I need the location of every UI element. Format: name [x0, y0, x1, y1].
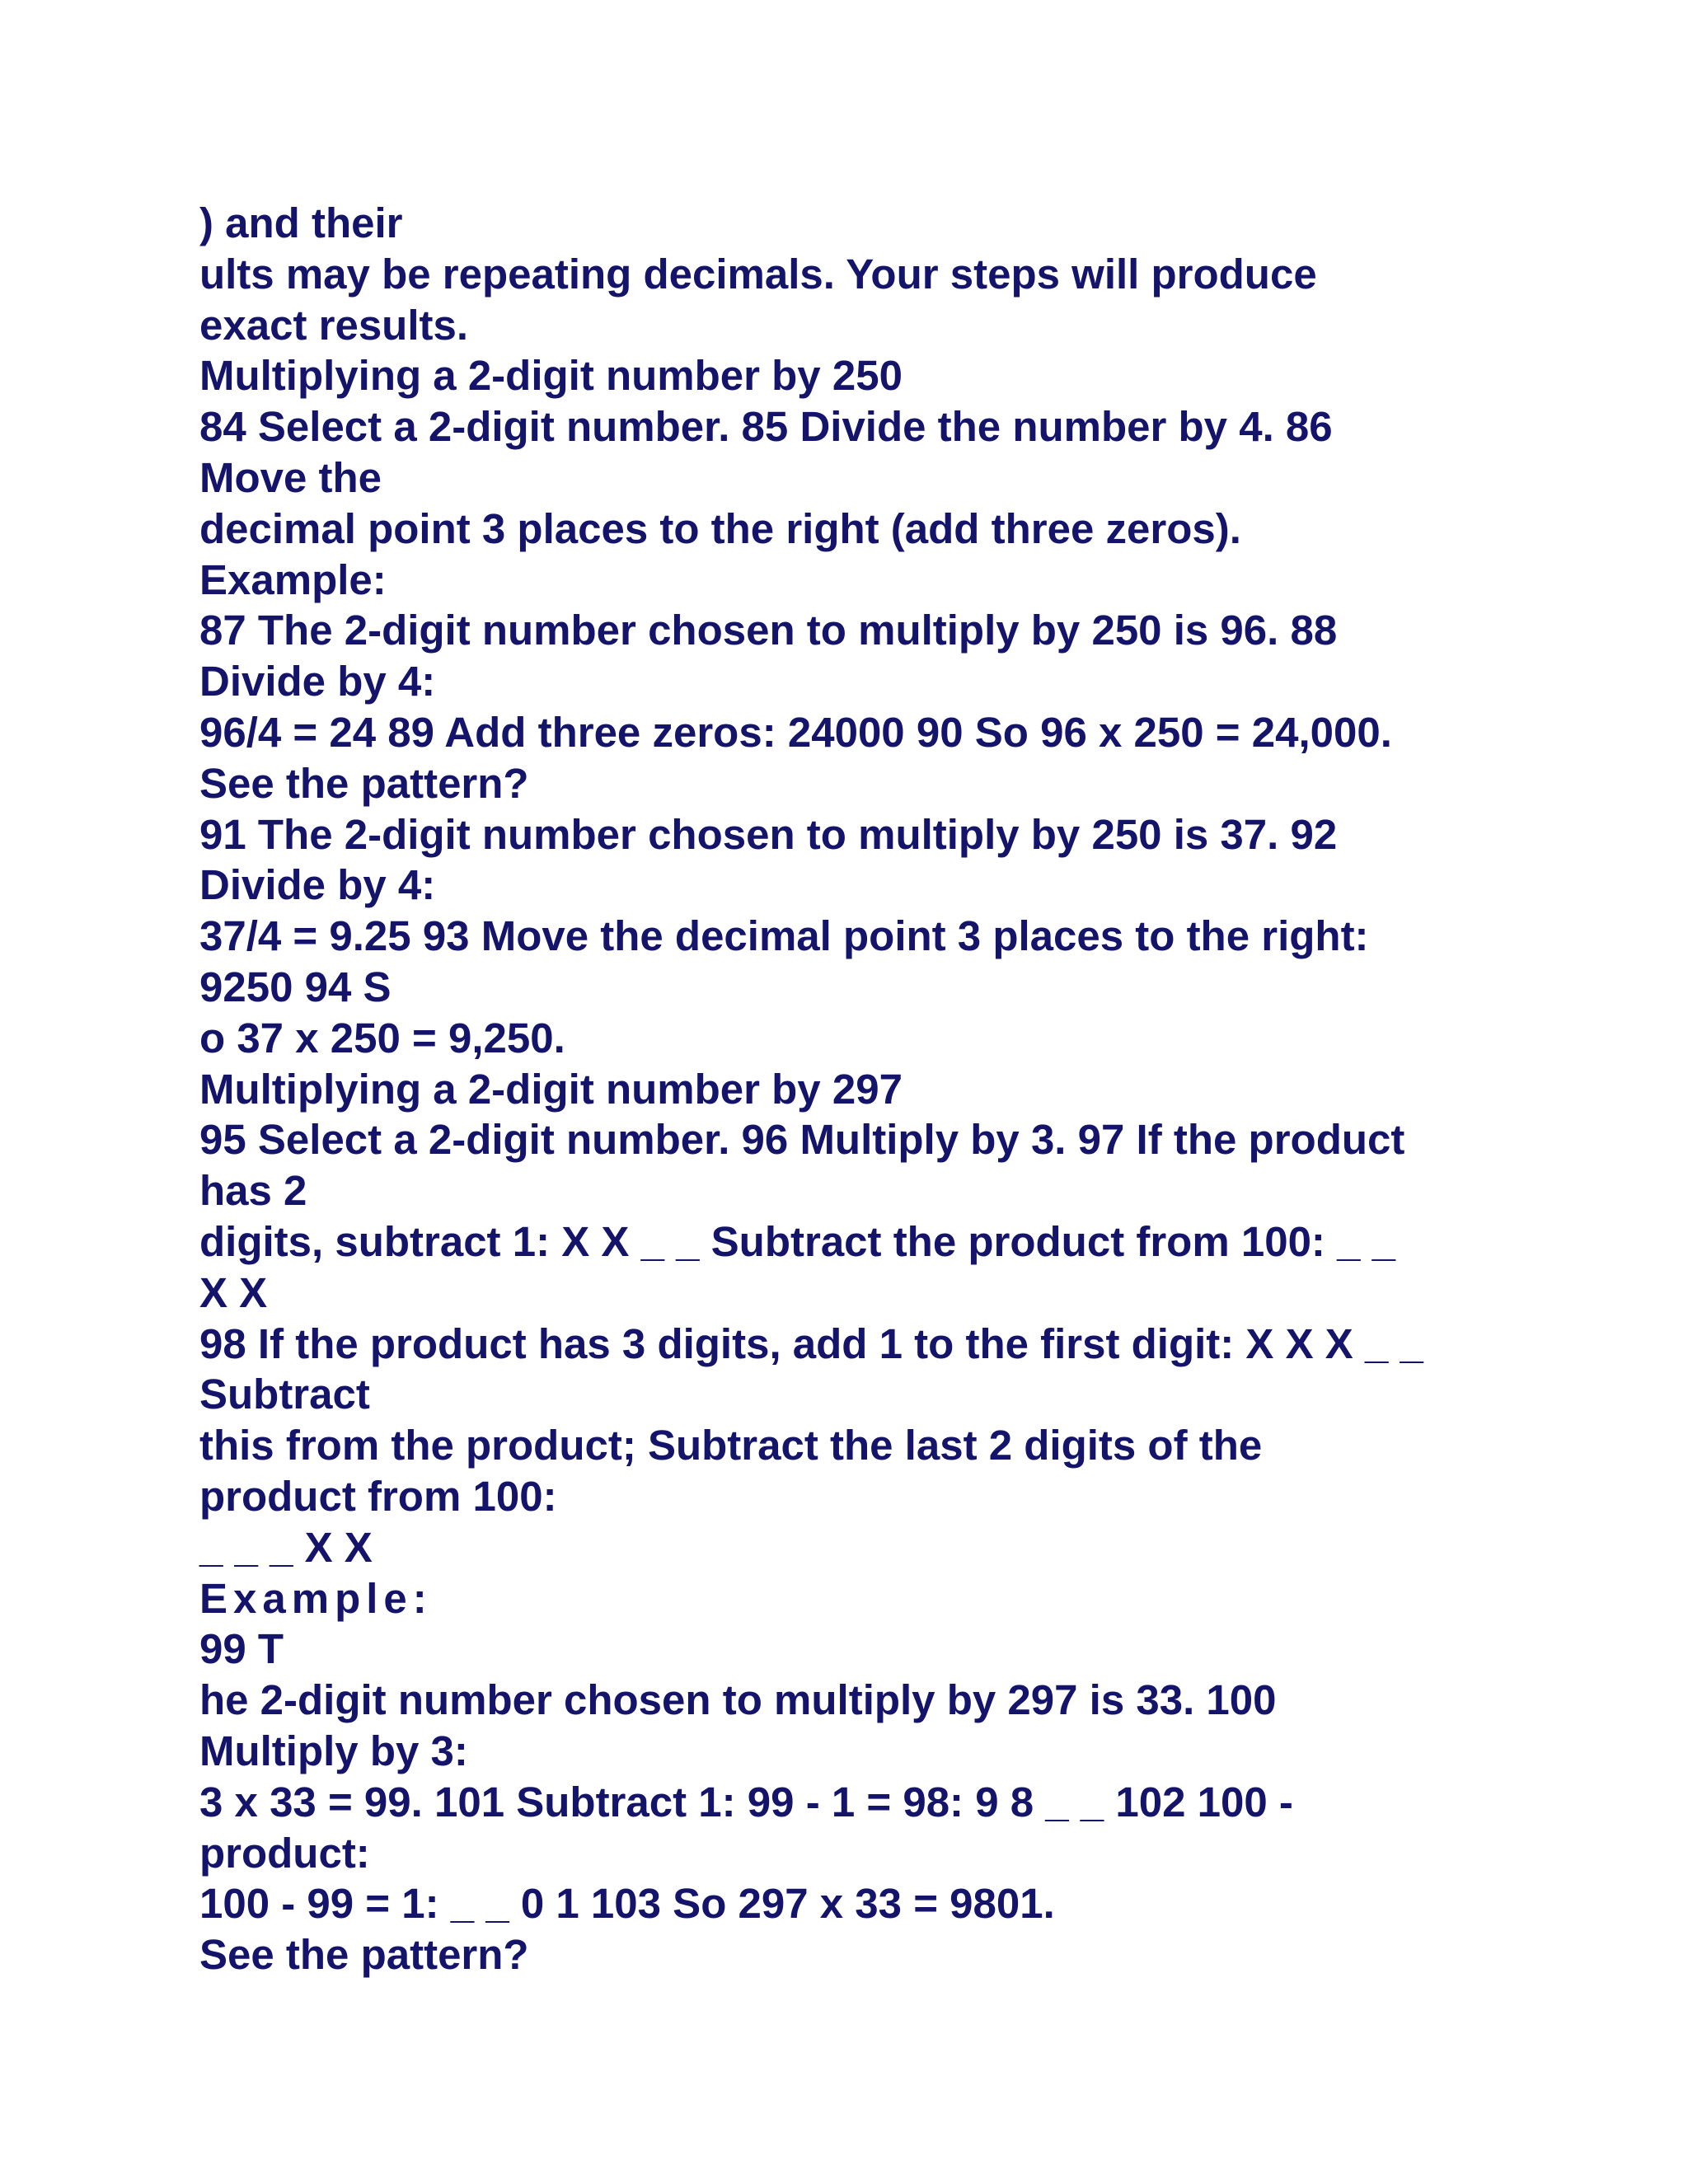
text-line: Move the: [199, 453, 382, 501]
text-line: 3 x 33 = 99. 101 Subtract 1: 99 - 1 = 98: 9 8 _ _ 102 100 -: [199, 1778, 1293, 1825]
text-line: Divide by 4:: [199, 861, 436, 909]
text-line: 37/4 = 9.25 93 Move the decimal point 3 places to the right:: [199, 912, 1369, 960]
text-line: decimal point 3 places to the right (add three zeros).: [199, 504, 1241, 552]
text-line: 95 Select a 2-digit number. 96 Multiply by 3. 97 If the product: [199, 1116, 1405, 1164]
document-text: [199, 198, 1601, 1980]
text-line: Divide by 4:: [199, 658, 436, 705]
section-heading: Multiplying a 2-digit number by 297: [199, 1065, 903, 1113]
text-line: 9250 94 S: [199, 963, 392, 1010]
text-line: _ _ _ X X: [199, 1523, 373, 1571]
text-line: exact results.: [199, 301, 469, 349]
text-line: See the pattern?: [199, 759, 529, 807]
text-line: product from 100:: [199, 1472, 557, 1520]
text-line: 99 T: [199, 1625, 284, 1673]
text-line: digits, subtract 1: X X _ _ Subtract the product from 100: _ _: [199, 1217, 1395, 1265]
text-line: 91 The 2-digit number chosen to multiply by 250 is 37. 92: [199, 810, 1338, 858]
text-line: 87 The 2-digit number chosen to multiply by 250 is 96. 88: [199, 607, 1338, 654]
text-line: 100 - 99 = 1: _ _ 0 1 103 So 297 x 33 = 9801.: [199, 1880, 1055, 1928]
text-line: he 2-digit number chosen to multiply by 297 is 33. 100: [199, 1676, 1277, 1724]
section-heading: Multiplying a 2-digit number by 250: [199, 352, 903, 400]
text-line: See the pattern?: [199, 1931, 529, 1979]
text-line: product:: [199, 1829, 370, 1877]
text-line: Example:: [199, 555, 387, 603]
text-line: Multiply by 3:: [199, 1727, 468, 1774]
text-line: 96/4 = 24 89 Add three zeros: 24000 90 So 96 x 250 = 24,000.: [199, 708, 1392, 756]
text-line: has 2: [199, 1167, 307, 1215]
text-line: ults may be repeating decimals. Your steps will produce: [199, 250, 1317, 298]
text-line: Subtract: [199, 1371, 370, 1418]
example-label: Example:: [199, 1574, 433, 1622]
text-line: 84 Select a 2-digit number. 85 Divide the number by 4. 86: [199, 403, 1333, 451]
text-line: ) and their: [199, 199, 403, 246]
text-line: o 37 x 250 = 9,250.: [199, 1014, 565, 1062]
text-line: this from the product; Subtract the last 2 digits of the: [199, 1422, 1263, 1469]
text-line: X X: [199, 1268, 268, 1316]
text-line: 98 If the product has 3 digits, add 1 to the first digit: X X X _ _: [199, 1319, 1423, 1367]
